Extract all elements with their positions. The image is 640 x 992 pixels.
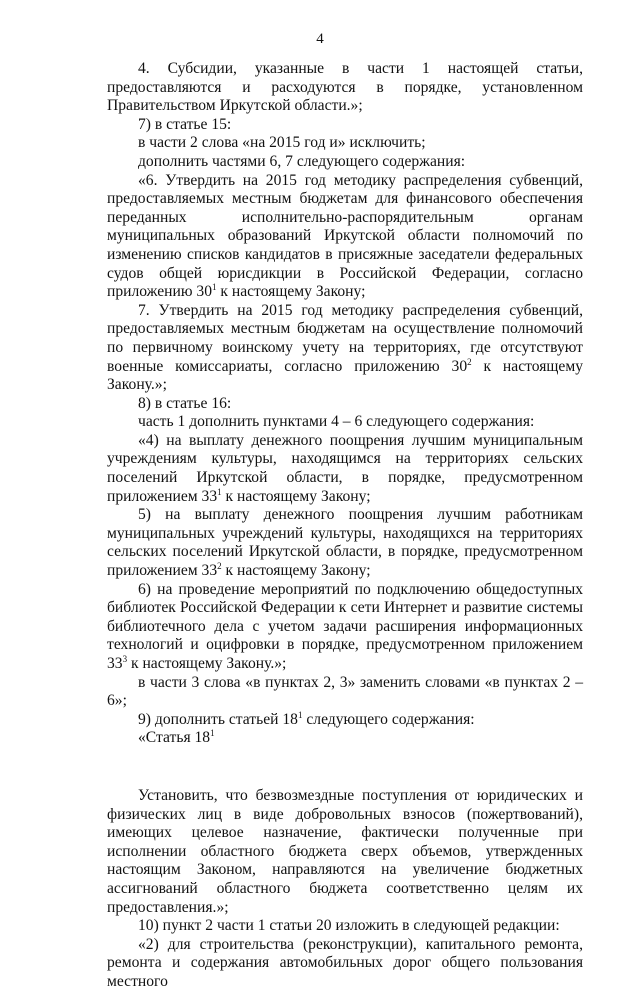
document-body [107,60,583,992]
paragraph: 4. Субсидии, указанные в части 1 настоящей статьи, предоставляются и расходуются в порядке, установленном Правительством Иркутской области.»; [107,60,583,115]
paragraph: дополнить частями 6, 7 следующего содержания: [138,152,466,170]
paragraph: в части 3 слова «в пунктах 2, 3» заменить словами «в пунктах 2 – 6»; [107,673,583,710]
superscript: 1 [210,728,215,739]
paragraph: 9) дополнить статьей $18^1$ следующего содержания: [138,709,475,728]
article-heading: «Статья $18^1$ [138,728,215,747]
page-number: 4 [316,31,324,47]
paragraph: 7. Утвердить на 2015 год методику распределения субвенций, предоставляемых местным бюджетам на осуществление полномочий по первичному воинскому учету на территориях, где отсутствуют военные комиссариаты, согласно приложению $30^2$ к настоящему Закону.»; [107,301,583,394]
paragraph: «6. Утвердить на 2015 год методику распределения субвенций, предоставляемых местным бюджетам для финансового обеспечения переданных исполнительно-распорядительным органам муниципальных образований Иркутской области полномочий по изменению списков кандидатов в присяжные заседатели федеральных судов общей юрисдикции в Российской Федерации, согласно приложению $30^1$ к настоящему Закону; [107,171,583,301]
superscript: 3 [122,653,128,664]
superscript: 1 [297,709,303,720]
superscript: 2 [467,356,472,367]
paragraph: Установить, что безвозмездные поступления от юридических и физических лиц в виде добровольных взносов (пожертвований), имеющих целевое назначение, фактически полученные при исполнении областного бюджета сверх объемов, утвержденных настоящим Законом, направляются на увеличение бюджетных ассигнований областного бюджета соответственно целям их предоставления.»; [107,786,583,916]
paragraph: «4) на выплату денежного поощрения лучшим муниципальным учреждениям культуры, находящимся на территориях сельских поселений Иркутской области, в порядке, предусмотренном приложением $33^1$ к настоящему Закону; [107,431,583,505]
paragraph: часть 1 дополнить пунктами 4 – 6 следующего содержания: [138,413,535,431]
paragraph: в части 2 слова «на 2015 год и» исключить; [138,134,426,152]
paragraph: 7) в статье 15: [138,115,232,133]
paragraph: 8) в статье 16: [138,394,232,412]
paragraph: 10) пункт 2 части 1 статьи 20 изложить в следующей редакции: [138,917,560,935]
paragraph: 5) на выплату денежного поощрения лучшим работникам муниципальных учреждений культуры, находящихся на территориях сельских поселений Иркутской области, в порядке, предусмотренном приложением $33^2$ к настоящему Закону; [107,506,583,580]
paragraph: «2) для строительства (реконструкции), капитального ремонта, ремонта и содержания автомобильных дорог общего пользования местного [107,935,583,990]
superscript: 1 [212,281,217,292]
superscript: 1 [217,486,222,497]
superscript: 2 [217,560,222,571]
paragraph: 6) на проведение мероприятий по подключению общедоступных библиотек Российской Федерации к сети Интернет и развитие системы библиотечного дела с учетом задачи расширения информационных технологий и оцифровки в порядке, предусмотренном приложением $33^3$ к настоящему Закону.»; [107,580,583,672]
